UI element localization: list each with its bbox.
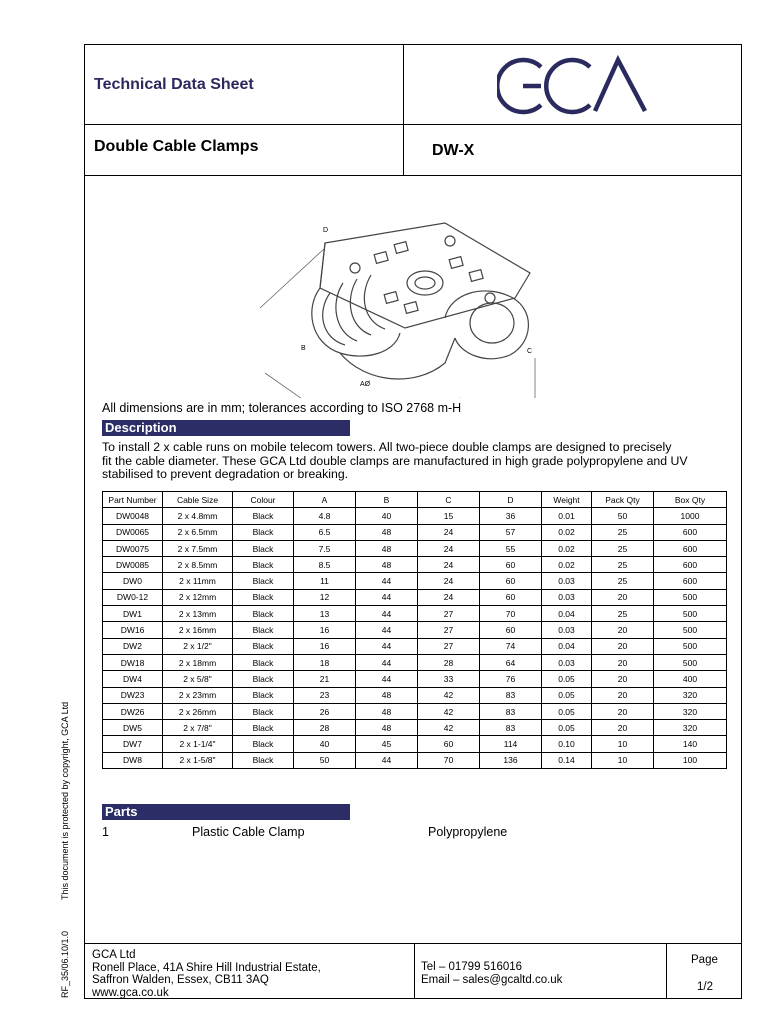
table-cell: 0.01 — [542, 508, 592, 524]
table-cell: 23 — [294, 687, 356, 703]
table-cell: Black — [233, 703, 294, 719]
description-text — [102, 441, 722, 482]
footer-divider-2 — [666, 943, 667, 999]
table-cell: 2 x 8.5mm — [163, 557, 233, 573]
table-cell: 64 — [480, 654, 542, 670]
table-cell: 20 — [592, 589, 654, 605]
table-cell: 20 — [592, 703, 654, 719]
table-row — [103, 540, 727, 556]
table-cell: DW1 — [103, 606, 163, 622]
table-row — [103, 573, 727, 589]
table-cell: 140 — [654, 736, 727, 752]
table-cell: 20 — [592, 654, 654, 670]
table-cell: 0.14 — [542, 752, 592, 768]
description-line: To install 2 x cable runs on mobile telecom towers. All two-piece double clamps are designed to precisely — [102, 440, 672, 454]
table-cell: 48 — [356, 540, 418, 556]
table-cell: 0.03 — [542, 654, 592, 670]
table-cell: 0.04 — [542, 606, 592, 622]
table-cell: 45 — [356, 736, 418, 752]
table-row — [103, 589, 727, 605]
table-cell: 13 — [294, 606, 356, 622]
table-header-cell: B — [356, 492, 418, 508]
table-cell: 44 — [356, 638, 418, 654]
table-cell: 2 x 1-1/4" — [163, 736, 233, 752]
table-cell: 0.02 — [542, 524, 592, 540]
table-cell: 42 — [418, 703, 480, 719]
table-cell: DW8 — [103, 752, 163, 768]
table-cell: 1000 — [654, 508, 727, 524]
table-cell: 500 — [654, 622, 727, 638]
table-cell: 42 — [418, 687, 480, 703]
table-cell: 70 — [480, 606, 542, 622]
table-cell: 48 — [356, 703, 418, 719]
table-cell: 60 — [480, 573, 542, 589]
table-cell: 0.02 — [542, 540, 592, 556]
table-cell: 15 — [418, 508, 480, 524]
table-cell: 25 — [592, 524, 654, 540]
table-cell: 20 — [592, 687, 654, 703]
table-cell: Black — [233, 654, 294, 670]
footer-divider-1 — [414, 943, 415, 999]
footer-page-label: Page — [691, 954, 718, 966]
table-header-row — [103, 492, 727, 508]
document-reference: RF_35/06.10/1.0 — [60, 930, 70, 998]
description-line: fit the cable diameter. These GCA Ltd double clamps are manufactured in high grade polypropylene and UV — [102, 453, 688, 468]
table-cell: Black — [233, 508, 294, 524]
table-cell: DW0065 — [103, 524, 163, 540]
table-cell: 2 x 1/2" — [163, 638, 233, 654]
table-cell: 600 — [654, 557, 727, 573]
table-cell: 24 — [418, 573, 480, 589]
footer-telephone: Tel – 01799 516016 — [421, 961, 523, 973]
table-cell: 60 — [418, 736, 480, 752]
description-line: stabilised to prevent degradation or breaking. — [102, 467, 349, 481]
table-cell: 24 — [418, 589, 480, 605]
table-cell: 2 x 11mm — [163, 573, 233, 589]
table-cell: DW0048 — [103, 508, 163, 524]
table-cell: 500 — [654, 654, 727, 670]
table-cell: 2 x 18mm — [163, 654, 233, 670]
table-cell: DW23 — [103, 687, 163, 703]
double-cable-clamp-drawing-icon — [245, 213, 545, 403]
footer-address — [92, 949, 321, 999]
table-cell: 44 — [356, 589, 418, 605]
table-header-cell: Cable Size — [163, 492, 233, 508]
table-row — [103, 654, 727, 670]
table-row — [103, 671, 727, 687]
table-cell: DW0-12 — [103, 589, 163, 605]
table-cell: 7.5 — [294, 540, 356, 556]
table-row — [103, 752, 727, 768]
part-number: 1 — [102, 825, 109, 839]
table-cell: 0.03 — [542, 573, 592, 589]
table-cell: 2 x 7.5mm — [163, 540, 233, 556]
table-cell: 8.5 — [294, 557, 356, 573]
table-cell: DW16 — [103, 622, 163, 638]
table-cell: DW5 — [103, 720, 163, 736]
table-cell: 36 — [480, 508, 542, 524]
table-cell: 25 — [592, 540, 654, 556]
table-header-cell: D — [480, 492, 542, 508]
table-cell: 0.02 — [542, 557, 592, 573]
table-cell: 20 — [592, 671, 654, 687]
table-row — [103, 557, 727, 573]
table-cell: 33 — [418, 671, 480, 687]
table-header-cell: Pack Qty — [592, 492, 654, 508]
table-cell: 2 x 26mm — [163, 703, 233, 719]
table-cell: 74 — [480, 638, 542, 654]
table-cell: 27 — [418, 622, 480, 638]
product-name: Double Cable Clamps — [94, 138, 259, 155]
footer-contact — [421, 961, 562, 986]
footer-company: GCA Ltd — [92, 949, 136, 961]
table-row — [103, 703, 727, 719]
table-cell: 2 x 4.8mm — [163, 508, 233, 524]
table-cell: 320 — [654, 720, 727, 736]
dimension-label-b: B — [301, 345, 306, 352]
table-cell: 55 — [480, 540, 542, 556]
table-cell: 6.5 — [294, 524, 356, 540]
dimension-label-d: D — [323, 227, 329, 234]
table-cell: 44 — [356, 622, 418, 638]
document-frame — [84, 44, 742, 999]
table-cell: 18 — [294, 654, 356, 670]
table-cell: DW2 — [103, 638, 163, 654]
table-cell: 25 — [592, 573, 654, 589]
table-cell: 0.03 — [542, 589, 592, 605]
table-cell: 44 — [356, 671, 418, 687]
table-cell: 0.05 — [542, 720, 592, 736]
table-cell: 500 — [654, 606, 727, 622]
table-cell: DW0 — [103, 573, 163, 589]
table-cell: Black — [233, 557, 294, 573]
table-cell: 10 — [592, 736, 654, 752]
table-cell: Black — [233, 752, 294, 768]
table-cell: 320 — [654, 703, 727, 719]
table-cell: 0.04 — [542, 638, 592, 654]
table-cell: 44 — [356, 606, 418, 622]
table-header-cell: Box Qty — [654, 492, 727, 508]
table-cell: 70 — [418, 752, 480, 768]
table-row — [103, 622, 727, 638]
table-cell: 48 — [356, 557, 418, 573]
table-cell: 60 — [480, 557, 542, 573]
table-body — [103, 508, 727, 769]
table-header-cell: C — [418, 492, 480, 508]
table-cell: 40 — [294, 736, 356, 752]
parts-heading: Parts — [102, 804, 350, 820]
table-row — [103, 687, 727, 703]
table-cell: 24 — [418, 557, 480, 573]
table-cell: 44 — [356, 654, 418, 670]
table-cell: 12 — [294, 589, 356, 605]
table-cell: 2 x 5/8" — [163, 671, 233, 687]
table-cell: 10 — [592, 752, 654, 768]
table-cell: 48 — [356, 524, 418, 540]
table-cell: DW0075 — [103, 540, 163, 556]
footer-divider — [85, 943, 741, 944]
table-cell: 83 — [480, 687, 542, 703]
table-cell: 114 — [480, 736, 542, 752]
dimension-label-a: AØ — [360, 381, 371, 388]
specification-table — [102, 491, 727, 769]
table-cell: 320 — [654, 687, 727, 703]
table-cell: 600 — [654, 540, 727, 556]
table-header-cell: Part Number — [103, 492, 163, 508]
table-row — [103, 524, 727, 540]
table-cell: 16 — [294, 622, 356, 638]
table-cell: Black — [233, 524, 294, 540]
table-cell: 60 — [480, 589, 542, 605]
dimensions-note: All dimensions are in mm; tolerances according to ISO 2768 m-H — [102, 401, 462, 415]
table-cell: 2 x 13mm — [163, 606, 233, 622]
table-cell: 2 x 12mm — [163, 589, 233, 605]
table-cell: 57 — [480, 524, 542, 540]
table-cell: Black — [233, 671, 294, 687]
table-cell: 25 — [592, 606, 654, 622]
table-cell: DW7 — [103, 736, 163, 752]
footer-email-link[interactable]: Email – sales@gcaltd.co.uk — [421, 973, 563, 986]
copyright-notice: This document is protected by copyright, GCA Ltd — [60, 701, 70, 900]
table-cell: 26 — [294, 703, 356, 719]
header-column-divider — [403, 45, 404, 175]
table-cell: 0.05 — [542, 671, 592, 687]
header-bottom-divider — [85, 175, 741, 176]
table-cell: 27 — [418, 638, 480, 654]
table-cell: 83 — [480, 703, 542, 719]
table-cell: 24 — [418, 540, 480, 556]
table-cell: 500 — [654, 589, 727, 605]
document-title: Technical Data Sheet — [94, 76, 254, 93]
table-cell: 11 — [294, 573, 356, 589]
table-header-cell: A — [294, 492, 356, 508]
table-header-cell: Weight — [542, 492, 592, 508]
gca-logo — [497, 55, 649, 122]
table-cell: 2 x 16mm — [163, 622, 233, 638]
table-cell: 50 — [592, 508, 654, 524]
table-cell: DW0085 — [103, 557, 163, 573]
header-divider — [85, 124, 741, 125]
footer-website-link[interactable]: www.gca.co.uk — [92, 986, 169, 999]
table-cell: 600 — [654, 573, 727, 589]
table-cell: 27 — [418, 606, 480, 622]
table-cell: 400 — [654, 671, 727, 687]
table-cell: Black — [233, 622, 294, 638]
table-cell: 2 x 6.5mm — [163, 524, 233, 540]
table-cell: Black — [233, 573, 294, 589]
table-cell: 136 — [480, 752, 542, 768]
table-cell: Black — [233, 606, 294, 622]
table-cell: 25 — [592, 557, 654, 573]
table-row — [103, 736, 727, 752]
table-cell: Black — [233, 589, 294, 605]
table-cell: 100 — [654, 752, 727, 768]
table-row — [103, 638, 727, 654]
table-row — [103, 606, 727, 622]
table-cell: Black — [233, 687, 294, 703]
table-cell: 0.05 — [542, 687, 592, 703]
table-cell: 44 — [356, 752, 418, 768]
table-cell: 0.05 — [542, 703, 592, 719]
table-cell: Black — [233, 720, 294, 736]
table-cell: 44 — [356, 573, 418, 589]
table-cell: 16 — [294, 638, 356, 654]
table-cell: Black — [233, 736, 294, 752]
footer-page-number: 1/2 — [697, 981, 713, 993]
part-name: Plastic Cable Clamp — [192, 825, 305, 839]
table-cell: Black — [233, 540, 294, 556]
table-cell: Black — [233, 638, 294, 654]
table-cell: 48 — [356, 687, 418, 703]
table-cell: 0.10 — [542, 736, 592, 752]
table-cell: 40 — [356, 508, 418, 524]
table-cell: 4.8 — [294, 508, 356, 524]
table-cell: 28 — [294, 720, 356, 736]
table-header-cell: Colour — [233, 492, 294, 508]
product-code: DW-X — [432, 142, 475, 159]
table-cell: 20 — [592, 720, 654, 736]
dimension-label-c: C — [527, 348, 533, 355]
table-cell: 83 — [480, 720, 542, 736]
table-cell: 2 x 1-5/8" — [163, 752, 233, 768]
table-cell: 600 — [654, 524, 727, 540]
table-cell: 28 — [418, 654, 480, 670]
table-row — [103, 508, 727, 524]
table-cell: 60 — [480, 622, 542, 638]
table-cell: 20 — [592, 638, 654, 654]
table-cell: 50 — [294, 752, 356, 768]
table-cell: DW26 — [103, 703, 163, 719]
table-cell: 20 — [592, 622, 654, 638]
table-cell: 2 x 23mm — [163, 687, 233, 703]
table-cell: 42 — [418, 720, 480, 736]
table-row — [103, 720, 727, 736]
table-cell: 48 — [356, 720, 418, 736]
part-material: Polypropylene — [428, 825, 508, 839]
table-cell: 0.03 — [542, 622, 592, 638]
table-cell: 2 x 7/8" — [163, 720, 233, 736]
table-cell: 500 — [654, 638, 727, 654]
table-cell: 76 — [480, 671, 542, 687]
table-cell: DW4 — [103, 671, 163, 687]
description-heading: Description — [102, 420, 350, 436]
table-cell: 21 — [294, 671, 356, 687]
footer-address-line: Ronell Place, 41A Shire Hill Industrial Estate, — [92, 961, 321, 974]
footer-address-line: Saffron Walden, Essex, CB11 3AQ — [92, 974, 269, 986]
table-cell: 24 — [418, 524, 480, 540]
table-cell: DW18 — [103, 654, 163, 670]
